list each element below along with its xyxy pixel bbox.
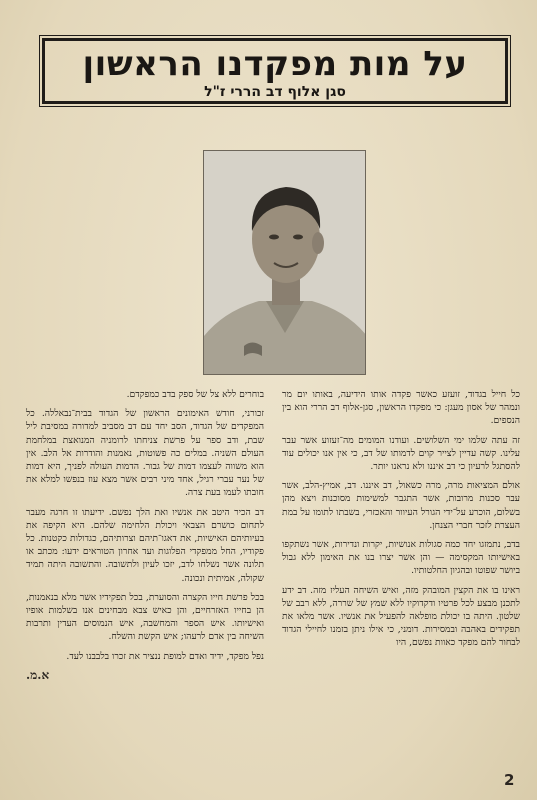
paragraph: בכל פרשת חייו הקצרה והסוערת, בכל תפקידיו אשר מלא בנאמנות, הן בחייו האזרחיים, והן כאיש צבא מבחינים אנו בשלמות אופיו ואישיותו. איש הספר והמחשבה, איש הנמוסים העדין ותרבות השיחה בין אדם לרעהו; איש הקשת והשלח. bbox=[26, 591, 264, 643]
portrait-illustration bbox=[204, 151, 366, 375]
page-number: 2 bbox=[504, 771, 515, 789]
paragraph: ראינו בו את הקצין המובהק מזה, ואיש השיחה העליז מזה. דב ידע לתכנן מבצע לכל פרטיו ודקדוקיו ללא שמץ של שררה, ללא רבב של שלטון. היתה בו יכולת מופלאה להפעיל את אנשיו. אשר מלאו את תפקידים באהבה ובמסירות. דומני, כי אילו ניתן בזמנו לחיילי הגדוד לבחור להם מפקד כאוות נפשם, היו bbox=[282, 584, 520, 649]
paragraph: דב הכיר היטב את אנשיו ואת הלך נפשם. ידיעתו זו חרגה מעבר לתחום כושרם הצבאי ויכולת הלחימה שלהם. היא הקיפה את בעיותיהם האישיות, את דאגו־תיהם וצרותיהם, כגדולות כקטנות. כל פקודיו, החל ממפקדי הפלוגות ועד אחרון הטוראים ידעו: מכתב או תלונה אשר נשלחו לדב, יזכו לעיון ולתשובה. והתשובה היתה תמיד שקולה, אמיתית ונכונה. bbox=[26, 506, 264, 584]
paragraph: אולם המציאות מרה, מרה כשאול, דב איננו. דב, אמיץ-הלב, אשר עבר סכנות מרובות, אשר התגבר למשימות מסוכנות ויצא מהן בשלום, הוכרע על־ידי הגורל העיוור והאכזרי, בשבתו לתומו על במת העצרת לזכר חברי הצנחן. bbox=[282, 480, 520, 531]
article-header bbox=[42, 38, 508, 104]
page-subtitle: סגן אלוף דב הררי ז"ל bbox=[204, 84, 346, 100]
article-column-left bbox=[26, 388, 264, 682]
paragraph: בדב, נתמזגו יחד כמה סגולות אנושיות, יקרות ונדירות, אשר נשתקפו באישיותו המקסימה — והן אשר יצרו בנו את האימון ללא גבול ביושר שפוטו ובהגיון החלטותיו. bbox=[282, 539, 520, 577]
paragraph: נפל מפקד, ידיד ואדם למופת ננציר את זכרו בלבבנו לעד. bbox=[66, 650, 264, 662]
paragraph: זכורני, חודש האימונים הראשון של הגדוד בבית־נבאללה. כל המפקדים של הגדוד, הסב יחד עם דב מסביב למדורה במסיבת ליל שבת, ודב ספר על פרשת צניחתו לרומניה המנואצת במלחמת העולם השניה. במלים כה פשוטות, נאמנות והודרות אל הלב. אין הוא משווה לעצמו דמות של גבור. הדמות העולה לפניך, היא דמות של נער עברי רגיל, אחד מיני רבים אשר מצא עוז בנפשו למלא את חובתו לעמו בעת צרה. bbox=[26, 408, 264, 499]
author-initials: א.מ. bbox=[26, 667, 50, 682]
page-title: על מות מפקדנו הראשון bbox=[82, 44, 468, 84]
portrait-photo bbox=[203, 150, 366, 375]
paragraph: בוחרים ללא צל של ספק בדב כמפקדם. bbox=[126, 389, 264, 400]
article-column-right bbox=[282, 388, 520, 656]
paragraph: כל חייל בגדוד, זועזע כאשר פקדה אותו הידיעה, באותו יום מר ונמהר של אסון מעגן: כי מפקדו הראשון, סגן-אלוף דב הררי הוא בין הנספים. bbox=[282, 389, 520, 427]
paragraph: זה עתה שלמו ימי השלושים. ועודנו המומים מה־זעזוע אשר עבר עלינו. קשה עדיין לצייר קוים לדמותו של דב, כי אין אנו יכולים עוד להסתגל לרעיון כי דב איננו ולא נראנו יותר. bbox=[282, 434, 520, 473]
